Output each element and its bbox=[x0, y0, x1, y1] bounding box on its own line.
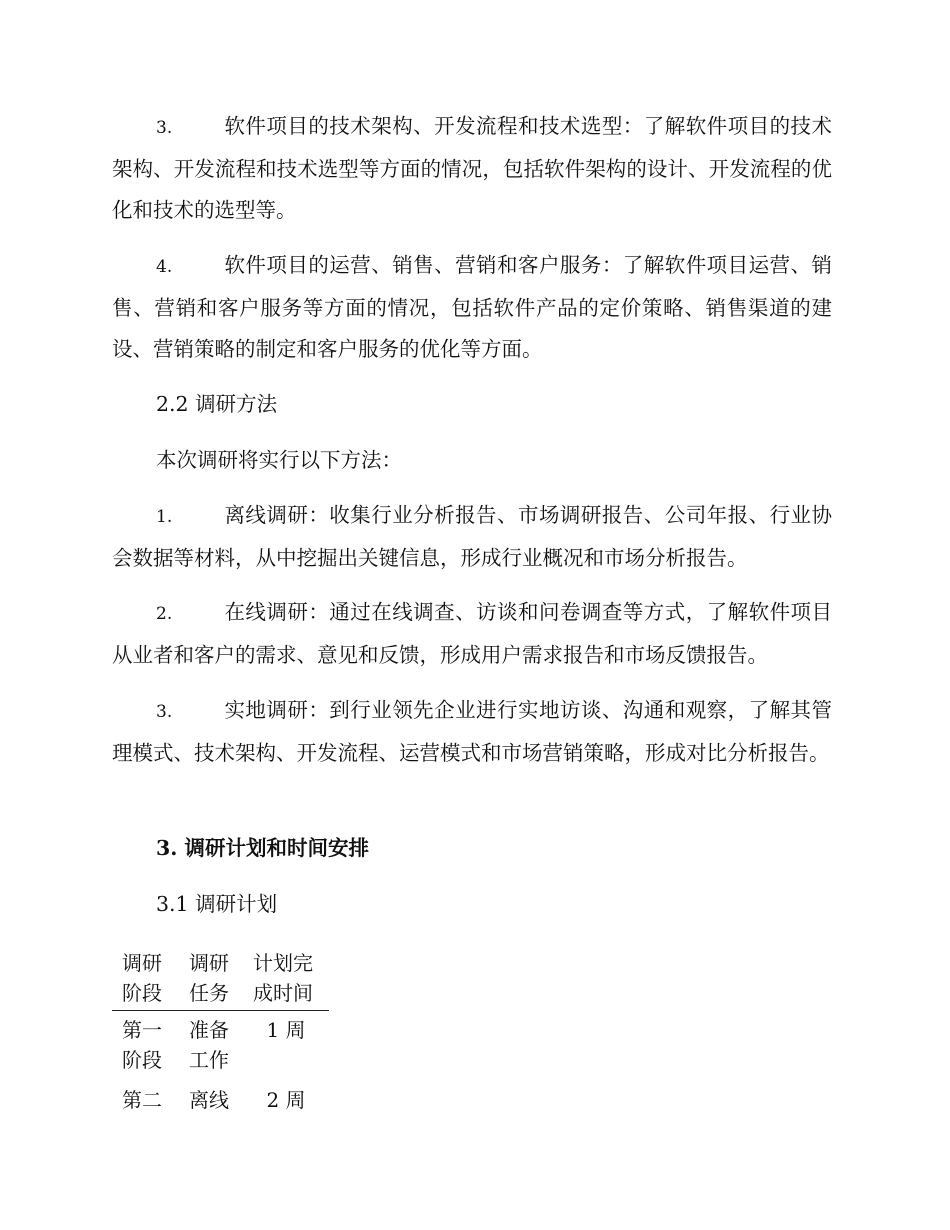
list-number: 4. bbox=[156, 257, 173, 277]
method-item-online bbox=[112, 592, 832, 676]
table-cell-time: 1 周 bbox=[266, 1018, 306, 1042]
column-header-stage: 调研阶段 bbox=[112, 944, 176, 1011]
table-cell-task: 准备工作 bbox=[189, 1018, 229, 1072]
method-item-offline bbox=[112, 495, 832, 579]
table-row bbox=[112, 1011, 329, 1082]
table-cell-time: 2 周 bbox=[266, 1088, 306, 1112]
column-header-time: 计划完成时间 bbox=[243, 944, 329, 1011]
column-header-task: 调研任务 bbox=[176, 944, 243, 1011]
list-number: 2. bbox=[156, 604, 173, 624]
table-cell-task: 离线 bbox=[189, 1088, 229, 1112]
list-number: 1. bbox=[156, 507, 173, 527]
methods-intro: 本次调研将实行以下方法： bbox=[156, 448, 402, 472]
list-item-text: 离线调研：收集行业分析报告、市场调研报告、公司年报、行业协会数据等材料，从中挖掘出关键信息，形成行业概况和市场分析报告。 bbox=[112, 503, 832, 570]
table-cell-stage: 第一阶段 bbox=[122, 1018, 162, 1072]
section-heading-2-2: 2.2 调研方法 bbox=[156, 392, 278, 416]
table-cell-stage: 第二 bbox=[122, 1088, 162, 1112]
list-item-operations-sales bbox=[112, 245, 832, 370]
table-header-row bbox=[112, 944, 329, 1011]
research-plan-table bbox=[112, 944, 329, 1121]
list-number: 3. bbox=[156, 702, 173, 722]
list-item-tech-architecture bbox=[112, 106, 832, 231]
list-item-text: 软件项目的运营、销售、营销和客户服务：了解软件项目运营、销售、营销和客户服务等方面的情况，包括软件产品的定价策略、销售渠道的建设、营销策略的制定和客户服务的优化等方面。 bbox=[112, 253, 832, 361]
method-item-field bbox=[112, 690, 832, 774]
list-item-text: 实地调研：到行业领先企业进行实地访谈、沟通和观察，了解其管理模式、技术架构、开发流程、运营模式和市场营销策略，形成对比分析报告。 bbox=[112, 698, 832, 765]
section-heading-3: 3. 调研计划和时间安排 bbox=[156, 836, 370, 860]
section-heading-3-1: 3.1 调研计划 bbox=[156, 892, 278, 916]
list-number: 3. bbox=[156, 118, 173, 138]
list-item-text: 软件项目的技术架构、开发流程和技术选型：了解软件项目的技术架构、开发流程和技术选型等方面的情况，包括软件架构的设计、开发流程的优化和技术的选型等。 bbox=[112, 114, 832, 222]
list-item-text: 在线调研：通过在线调查、访谈和问卷调查等方式，了解软件项目从业者和客户的需求、意见和反馈，形成用户需求报告和市场反馈报告。 bbox=[112, 600, 832, 667]
table-row bbox=[112, 1081, 329, 1121]
